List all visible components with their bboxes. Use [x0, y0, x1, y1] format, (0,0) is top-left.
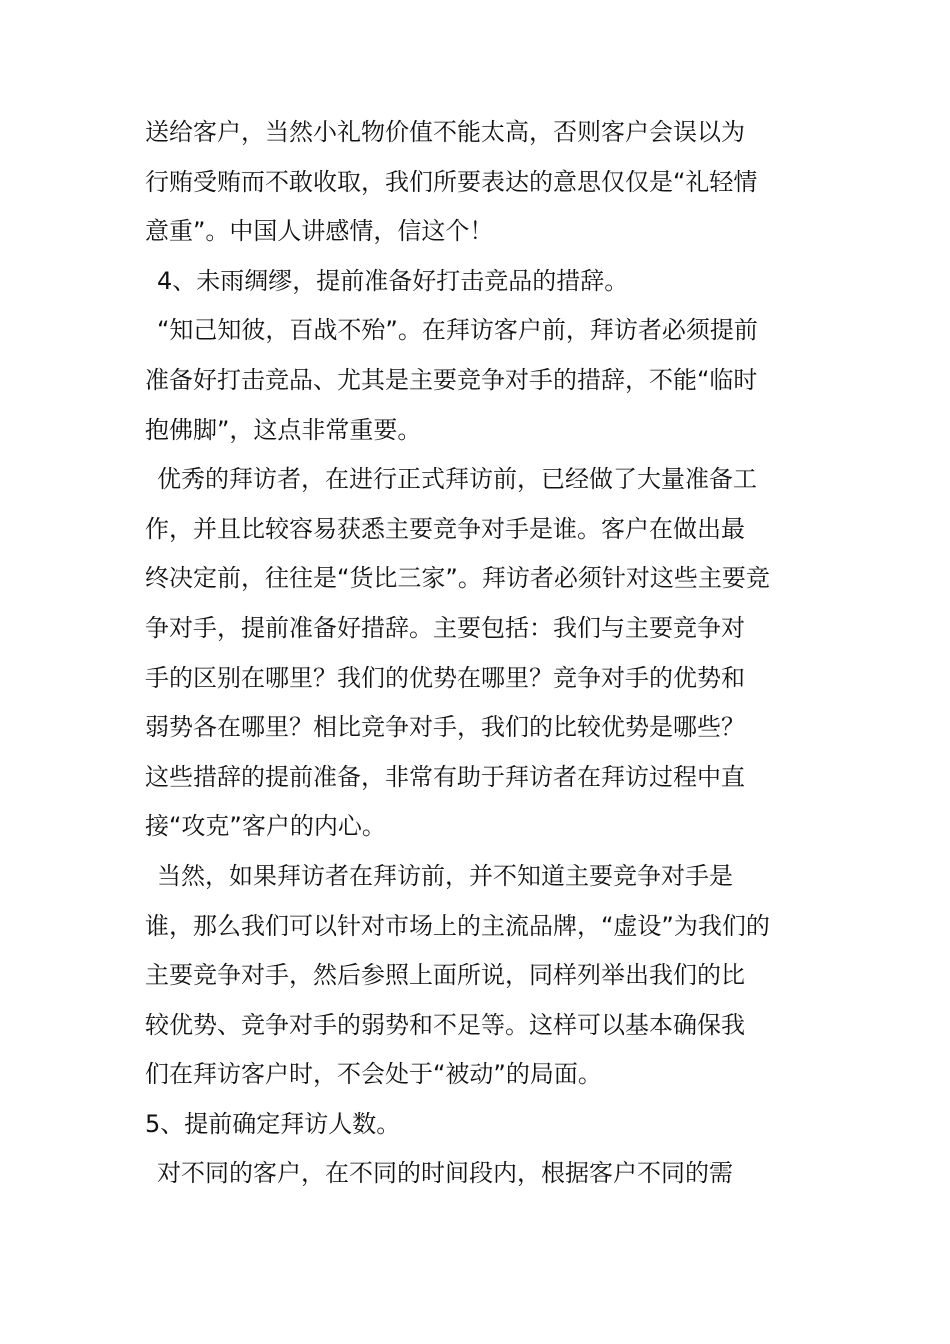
text-line: 对不同的客户，在不同的时间段内，根据客户不同的需 [157, 1159, 733, 1188]
text-line: 行贿受贿而不敢收取，我们所要表达的意思仅仅是“礼轻情 [145, 167, 758, 196]
text-line: 争对手，提前准备好措辞。主要包括：我们与主要竞争对 [145, 613, 745, 642]
text-line: 送给客户，当然小礼物价值不能太高，否则客户会误以为 [145, 118, 745, 146]
text-line: 接“攻克”客户的内心。 [145, 812, 386, 841]
text-line: “知己知彼，百战不殆”。在拜访客户前，拜访者必须提前 [157, 316, 758, 345]
text-line: 谁，那么我们可以针对市场上的主流品牌，“虚设”为我们的 [145, 911, 770, 940]
section-heading-4: 4、未雨绸缪，提前准备好打击竞品的措辞。 [157, 266, 629, 295]
text-line: 当然，如果拜访者在拜访前，并不知道主要竞争对手是 [157, 861, 733, 890]
text-line: 较优势、竞争对手的弱势和不足等。这样可以基本确保我 [145, 1010, 745, 1039]
text-line: 准备好打击竞品、尤其是主要竞争对手的措辞，不能“临时 [145, 365, 758, 394]
text-line: 终决定前，往往是“货比三家”。拜访者必须针对这些主要竞 [145, 564, 770, 593]
document-body [145, 108, 805, 1199]
text-line: 们在拜访客户时，不会处于“被动”的局面。 [145, 1060, 602, 1089]
text-line: 意重”。中国人讲感情，信这个！ [145, 217, 494, 246]
text-line: 优秀的拜访者，在进行正式拜访前，已经做了大量准备工 [157, 465, 757, 494]
text-line: 这些措辞的提前准备，非常有助于拜访者在拜访过程中直 [145, 762, 745, 791]
text-line: 手的区别在哪里？我们的优势在哪里？竞争对手的优势和 [145, 663, 745, 692]
text-line: 主要竞争对手，然后参照上面所说，同样列举出我们的比 [145, 961, 745, 990]
text-line: 抱佛脚”，这点非常重要。 [145, 415, 422, 444]
text-line: 弱势各在哪里？相比竞争对手，我们的比较优势是哪些？ [145, 713, 745, 742]
text-line: 作，并且比较容易获悉主要竞争对手是谁。客户在做出最 [145, 514, 745, 543]
section-heading-5: 5、提前确定拜访人数。 [145, 1109, 401, 1138]
